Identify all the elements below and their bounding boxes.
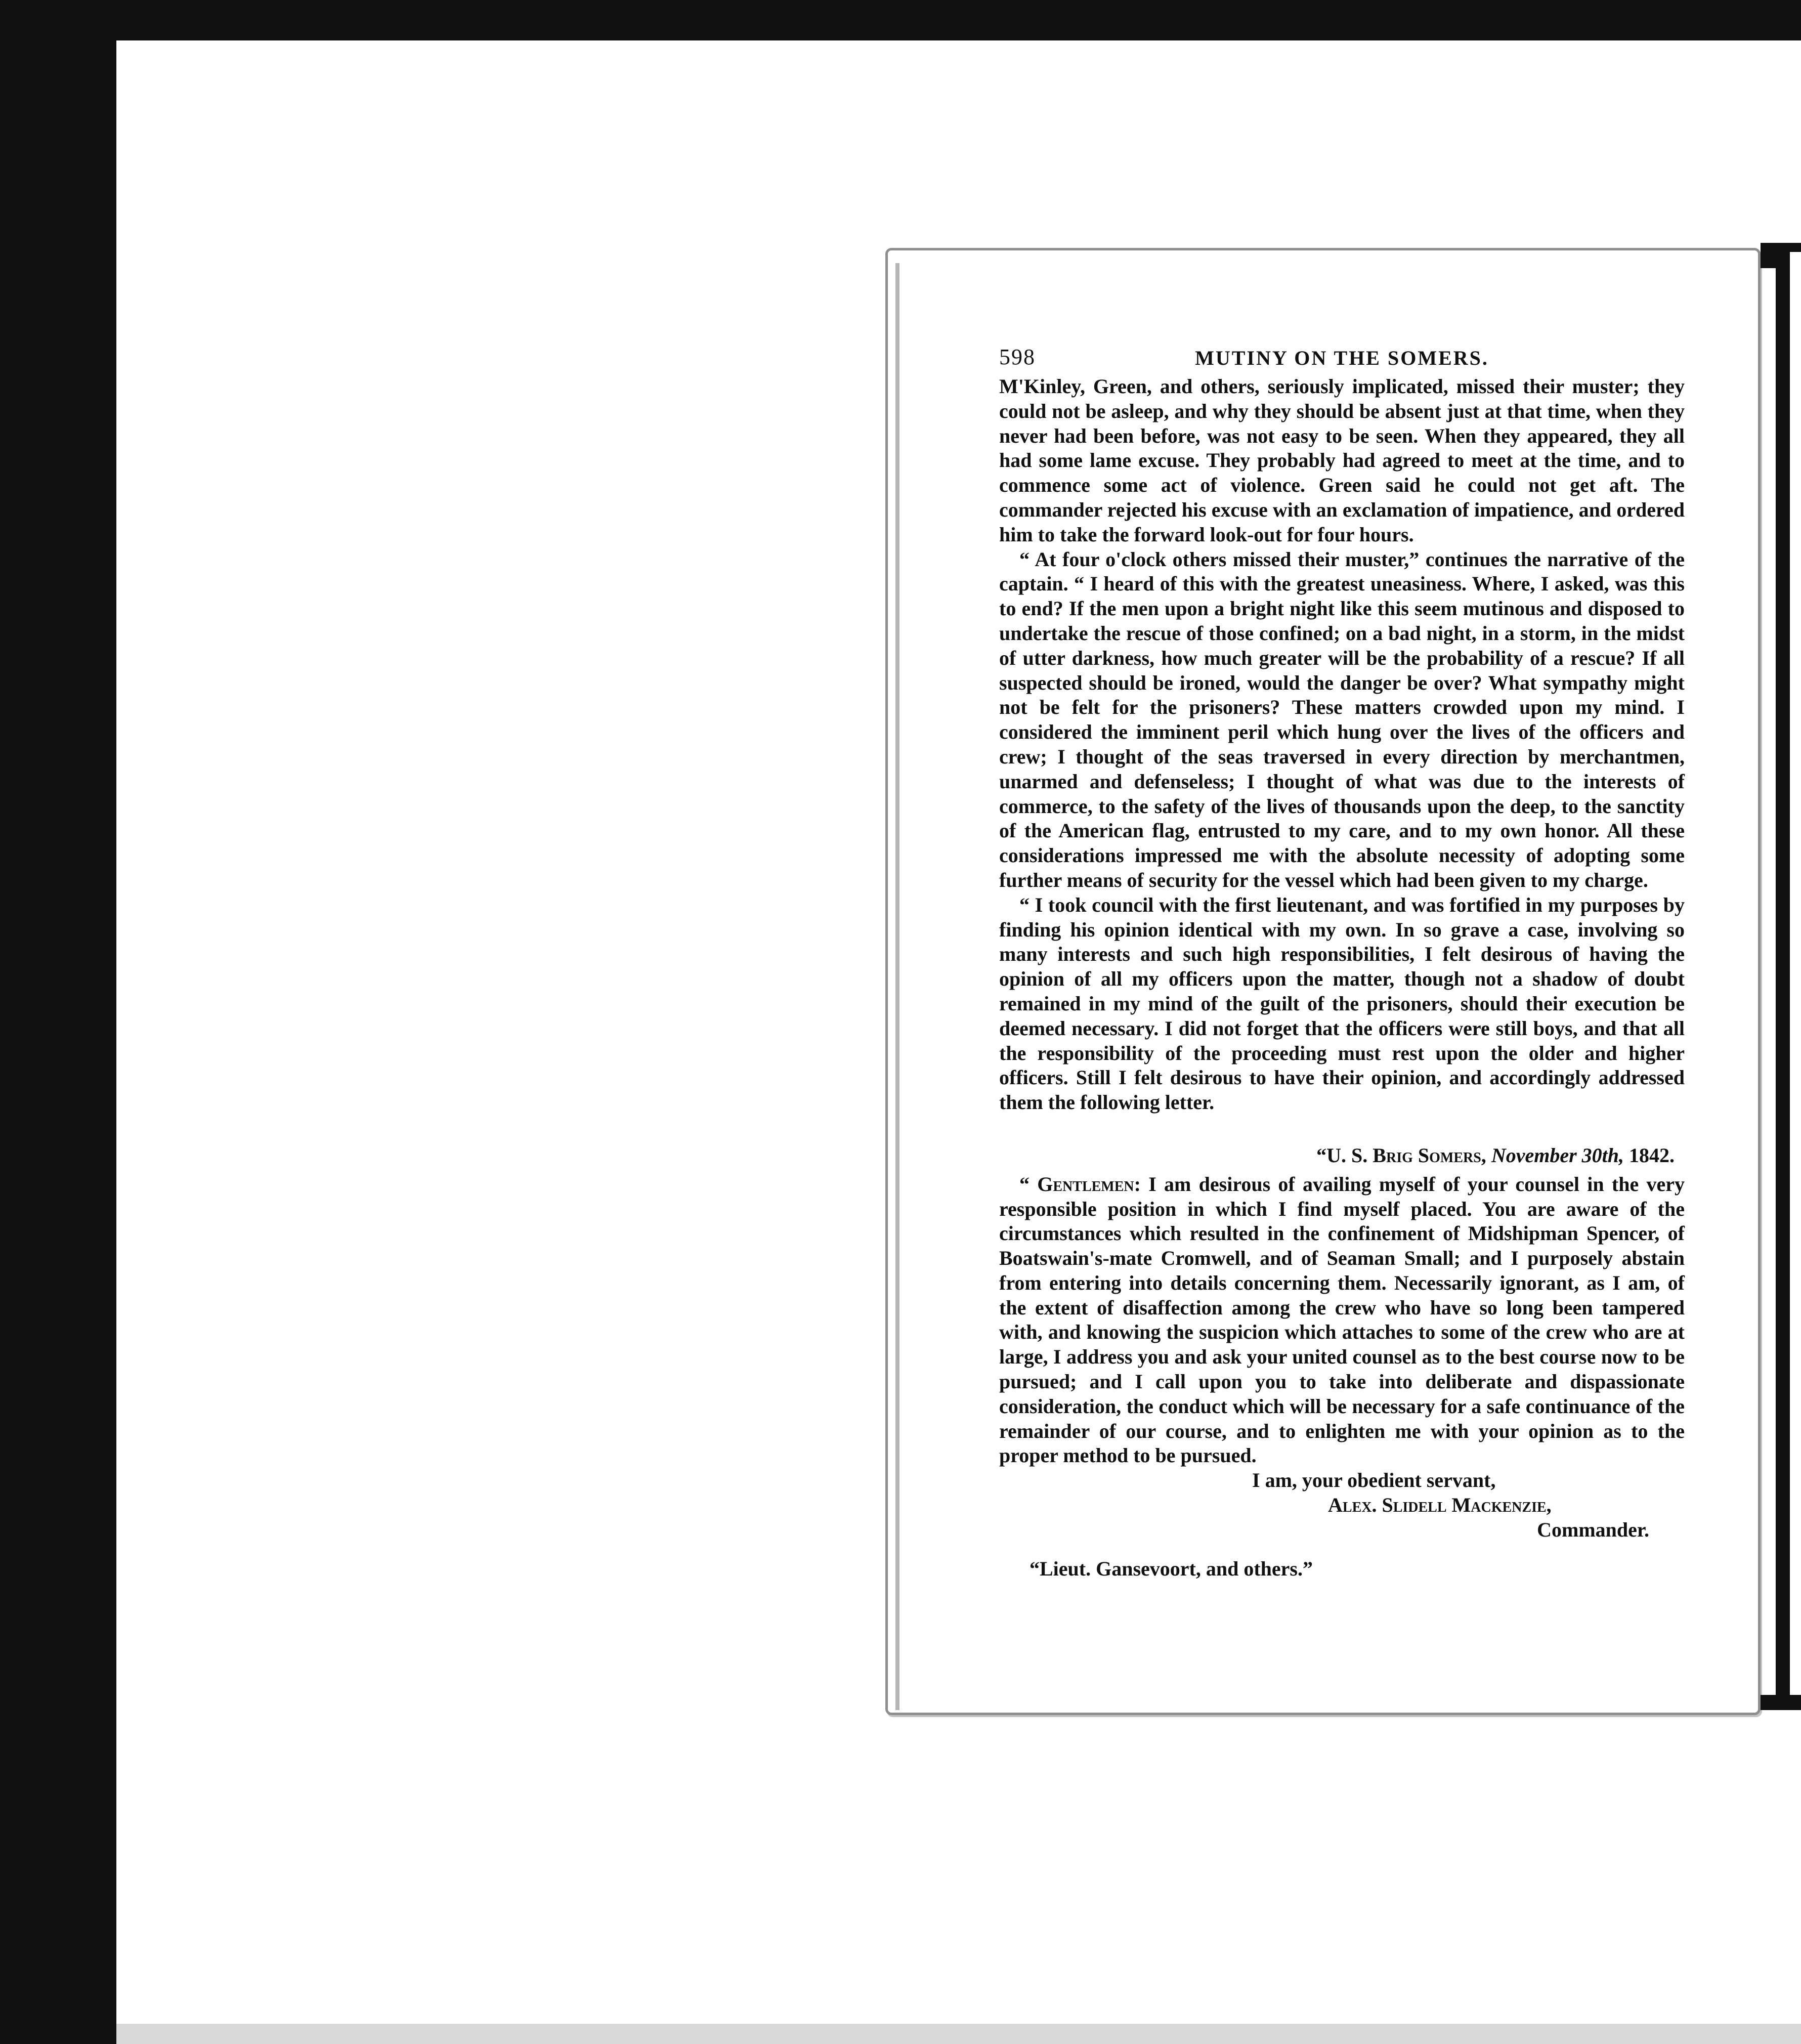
letter-closing: I am, your obedient servant, xyxy=(1252,1469,1496,1492)
scan-speck xyxy=(6,126,11,145)
body-paragraph: “ At four o'clock others missed their muster,” continues the narrative of the captain. “ I heard of this with the greatest uneasiness. Where, I asked, was this to end? If the men upon a bright night like this seem mutinous and disposed to undertake the rescue of those confined; on a bad night, in a storm, in the midst of utter darkness, how much greater will be the probability of a rescue? If all suspected should be ironed, would the danger be over? What sympathy might not be felt for the prisoners? These matters crowded upon my mind. I considered the imminent peril which hung over the lives of the officers and crew; I thought of the seas traversed in every direction by merchantmen, unarmed and defenseless; I thought of what was due to the interests of commerce, to the safety of the lives of thousands upon the deep, to the sanctity of the American flag, entrusted to my care, and to my own honor. All these considerations impressed me with the absolute necessity of adopting some further means of security for the vessel which had been given to my charge. xyxy=(999,547,1685,891)
scan-bottom-edge xyxy=(116,2024,1801,2044)
body-paragraph: “ I took council with the first lieutenant, and was fortified in my purposes by finding his opinion identical with my own. In so grave a case, involving so many interests and such high responsibilities, I felt desirous of having the opinion of all my officers upon the matter, though not a shadow of doubt remained in my mind of the guilt of the prisoners, should their execution be deemed necessary. I did not forget that the officers were still boys, and that all the responsibility of the proceeding must rest upon the older and higher officers. Still I felt desirous to have their opinion, and accordingly addressed them the following letter. xyxy=(999,893,1685,1114)
scan-speck xyxy=(65,901,67,905)
letter-addressee: “Lieut. Gansevoort, and others.” xyxy=(1030,1557,1313,1580)
scan-speck xyxy=(81,1862,98,1892)
scan-speck xyxy=(26,534,29,545)
letter-signature: Alex. Slidell Mackenzie, xyxy=(1328,1494,1552,1517)
scan-speck xyxy=(21,1604,30,1624)
facing-page-edge xyxy=(1761,243,1801,1720)
scan-speck xyxy=(71,744,73,749)
scan-speck xyxy=(56,1250,60,1257)
letter-dateline: “U. S. Brig Somers, November 30th, 1842. xyxy=(1316,1143,1675,1167)
letter-rank: Commander. xyxy=(1537,1518,1649,1541)
running-title: MUTINY ON THE SOMERS. xyxy=(1195,347,1489,369)
running-head xyxy=(999,344,1685,374)
body-paragraph: M'Kinley, Green, and others, seriously implicated, missed their muster; they could not be asleep, and why they should be absent just at that time, when they never had been before, was not easy to be seen. When they appeared, they all had some lame excuse. They probably had agreed to meet at the time, and to commence some act of violence. Green said he could not get aft. The commander rejected his excuse with an exclamation of impatience, and ordered him to take the forward look-out for four hours. xyxy=(999,375,1685,546)
page-gutter-shadow xyxy=(895,263,899,1710)
page-text-block xyxy=(999,344,1685,1581)
letter-body xyxy=(999,1172,1685,1469)
page-number: 598 xyxy=(999,345,1036,369)
letter-salutation: “ Gentlemen: xyxy=(1019,1172,1141,1196)
letter-text: I am desirous of availing myself of your counsel in the very responsible position in which I find myself placed. You are aware of the circumstances which resulted in the confinement of Midshipman Spencer, of Boatswain's-mate Cromwell, and of Seaman Small; and I purposely abstain from entering into details concerning them. Necessarily ignorant, as I am, of the extent of disaffection among the crew who have so long been tampered with, and knowing the suspicion which attaches to some of the crew who are at large, I address you and ask your united counsel as to the best course now to be pursued; and I call upon you to take into deliberate and dispassionate consideration, the conduct which will be necessary for a safe continuance of the remainder of our course, and to enlighten me with your opinion as to the proper method to be pursued. xyxy=(999,1172,1685,1467)
